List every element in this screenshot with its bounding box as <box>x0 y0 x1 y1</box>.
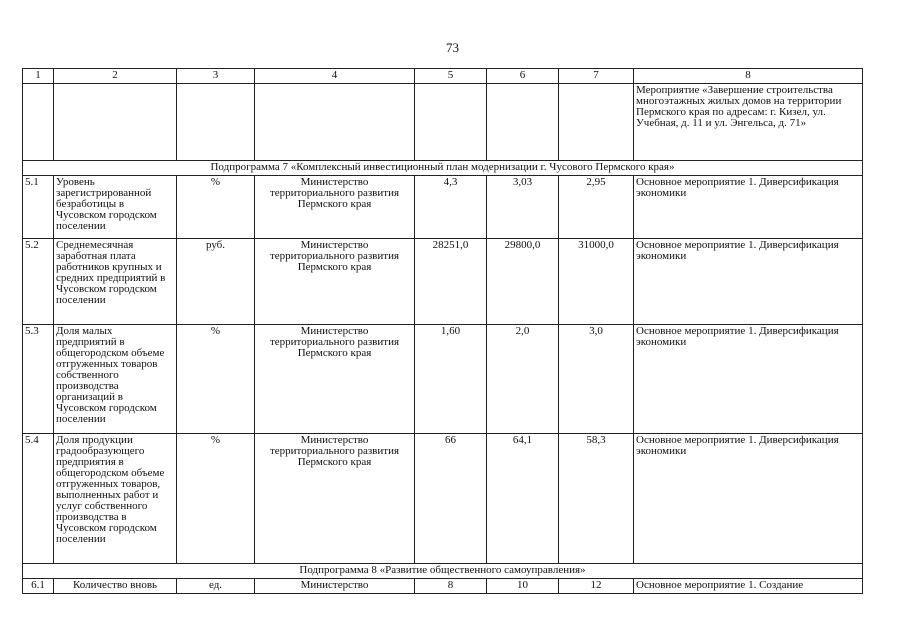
value-7: 2,95 <box>559 176 634 239</box>
executor: Министерство территориального развития Пермского края <box>255 325 415 434</box>
unit: руб. <box>177 239 255 325</box>
table-row <box>23 579 863 594</box>
subprogram-row <box>23 564 863 579</box>
executor: Министерство <box>255 579 415 594</box>
value-5: 28251,0 <box>415 239 487 325</box>
table-row <box>23 325 863 434</box>
value-5: 66 <box>415 434 487 564</box>
value-6: 2,0 <box>487 325 559 434</box>
value-7: 3,0 <box>559 325 634 434</box>
activity: Основное мероприятие 1. Диверсификация экономики <box>634 434 863 564</box>
value-6: 3,03 <box>487 176 559 239</box>
unit: % <box>177 434 255 564</box>
activity: Основное мероприятие 1. Создание <box>634 579 863 594</box>
indicator-table <box>22 68 863 594</box>
column-number-row <box>23 69 863 84</box>
page-number: 73 <box>446 40 459 55</box>
row-number: 5.1 <box>23 176 54 239</box>
row-number: 5.4 <box>23 434 54 564</box>
value-7: 58,3 <box>559 434 634 564</box>
subprogram-8-title: Подпрограмма 8 «Развитие общественного самоуправления» <box>23 564 863 579</box>
table-row <box>23 239 863 325</box>
table-row <box>23 434 863 564</box>
indicator-name: Количество вновь <box>54 579 177 594</box>
value-5: 4,3 <box>415 176 487 239</box>
value-6: 64,1 <box>487 434 559 564</box>
executor: Министерство территориального развития Пермского края <box>255 239 415 325</box>
unit: % <box>177 325 255 434</box>
col-number-8: 8 <box>634 69 863 84</box>
subprogram-row <box>23 161 863 176</box>
col-number-1: 1 <box>23 69 54 84</box>
value-6: 29800,0 <box>487 239 559 325</box>
indicator-name: Уровень зарегистрированной безработицы в Чусовском городском поселении <box>54 176 177 239</box>
activity: Основное мероприятие 1. Диверсификация экономики <box>634 239 863 325</box>
activity: Основное мероприятие 1. Диверсификация экономики <box>634 176 863 239</box>
executor: Министерство территориального развития Пермского края <box>255 176 415 239</box>
col-number-4: 4 <box>255 69 415 84</box>
col-number-3: 3 <box>177 69 255 84</box>
indicator-name: Доля продукции градообразующего предприятия в общегородском объеме отгруженных товаров, выполненных работ и услуг собственного производства в Чусовском городском поселении <box>54 434 177 564</box>
col-number-6: 6 <box>487 69 559 84</box>
value-6: 10 <box>487 579 559 594</box>
executor: Министерство территориального развития Пермского края <box>255 434 415 564</box>
indicator-name: Среднемесячная заработная плата работников крупных и средних предприятий в Чусовском городском поселении <box>54 239 177 325</box>
continuation-activity: Мероприятие «Завершение строительства многоэтажных жилых домов на территории Пермского края по адресам: г. Кизел, ул. Учебная, д. 11 и ул. Энгельса, д. 71» <box>634 84 863 161</box>
col-number-7: 7 <box>559 69 634 84</box>
indicator-name: Доля малых предприятий в общегородском объеме отгруженных товаров собственного производства организаций в Чусовском городском поселении <box>54 325 177 434</box>
row-number: 5.2 <box>23 239 54 325</box>
continuation-row <box>23 84 863 161</box>
value-7: 12 <box>559 579 634 594</box>
value-7: 31000,0 <box>559 239 634 325</box>
unit: ед. <box>177 579 255 594</box>
row-number: 6.1 <box>23 579 54 594</box>
table-row <box>23 176 863 239</box>
subprogram-7-title: Подпрограмма 7 «Комплексный инвестиционный план модернизации г. Чусового Пермского края» <box>23 161 863 176</box>
activity: Основное мероприятие 1. Диверсификация экономики <box>634 325 863 434</box>
col-number-5: 5 <box>415 69 487 84</box>
unit: % <box>177 176 255 239</box>
value-5: 1,60 <box>415 325 487 434</box>
value-5: 8 <box>415 579 487 594</box>
col-number-2: 2 <box>54 69 177 84</box>
row-number: 5.3 <box>23 325 54 434</box>
